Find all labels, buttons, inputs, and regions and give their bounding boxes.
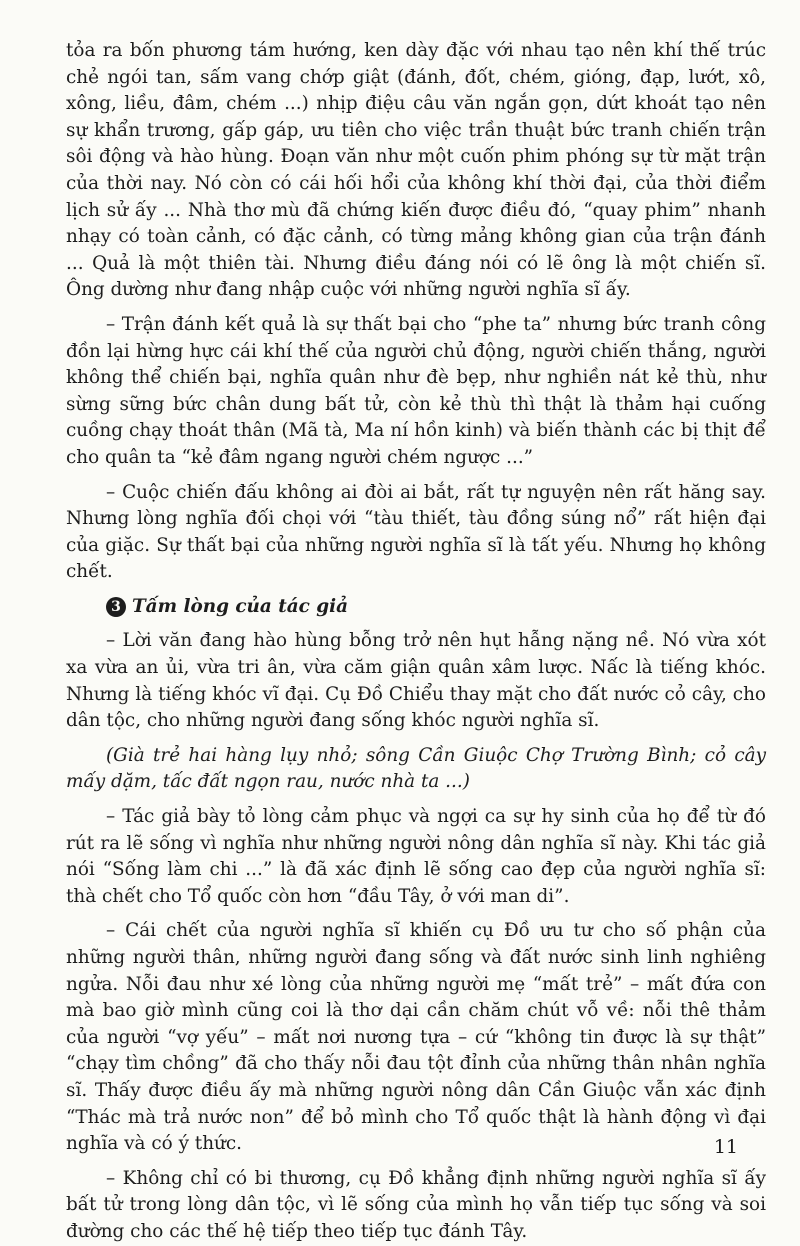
paragraph-mourning: – Lời văn đang hào hùng bỗng trở nên hụt hẫng nặng nề. Nó vừa xót xa vừa an ủi, vừa tri ân, vừa căm giận quân xâm lược. Nấc là tiếng khóc. Nhưng là tiếng khóc vĩ đại. Cụ Đồ Chiểu thay mặt cho đất nước cỏ cây, cho dân tộc, cho những người đang sống khóc người nghĩa sĩ.: [66, 630, 766, 732]
section-heading-text: Tấm lòng của tác giả: [132, 595, 349, 617]
page-number: 11: [713, 1136, 738, 1158]
paragraph-continuation: tỏa ra bốn phương tám hướng, ken dày đặc với nhau tạo nên khí thế trúc chẻ ngói tan, sấm vang chớp giật (đánh, đốt, chém, gióng, đạp, lướt, xô, xông, liều, đâm, chém ...) nhịp điệu câu văn ngắn gọn, dứt khoát tạo nên sự khẩn trương, gấp gáp, ưu tiên cho việc trần thuật bức tranh chiến trận sôi động và hào hùng. Đoạn văn như một cuốn phim phóng sự từ mặt trận của thời nay. Nó còn có cái hối hổi của không khí thời đại, của thời điểm lịch sử ấy ... Nhà thơ mù đã chứng kiến được điều đó, “quay phim” nhanh nhạy có toàn cảnh, có đặc cảnh, có từng mảng không gian của trận đánh ... Quả là một thiên tài. Nhưng điều đáng nói có lẽ ông là một chiến sĩ. Ông dường như đang nhập cuộc với những người nghĩa sĩ ấy.: [66, 40, 766, 301]
quoted-verse: (Già trẻ hai hàng lụy nhỏ; sông Cần Giuộc Chợ Trường Bình; cỏ cây mấy dặm, tấc đất ngọn rau, nước nhà ta ...): [66, 744, 766, 793]
paragraph-admiration: – Tác giả bày tỏ lòng cảm phục và ngợi ca sự hy sinh của họ để từ đó rút ra lẽ sống vì nghĩa như những người nông dân nghĩa sĩ này. Khi tác giả nói “Sống làm chi ...” là đã xác định lẽ sống cao đẹp của người nghĩa sĩ: thà chết cho Tổ quốc còn hơn “đầu Tây, ở với man di”.: [66, 806, 766, 907]
paragraph-volunteer-fight: – Cuộc chiến đấu không ai đòi ai bắt, rất tự nguyện nên rất hăng say. Nhưng lòng nghĩa đối chọi với “tàu thiết, tàu đồng súng nổ” rất hiện đại của giặc. Sự thất bại của những người nghĩa sĩ là tất yếu. Nhưng họ không chết.: [66, 481, 766, 583]
page-body: [66, 38, 766, 1246]
paragraph-grief: – Cái chết của người nghĩa sĩ khiến cụ Đồ ưu tư cho số phận của những người thân, những người đang sống và đất nước sinh linh nghiêng ngửa. Nỗi đau như xé lòng của những người mẹ “mất trẻ” – mất đứa con mà bao giờ mình cũng coi là thơ dại cần chăm chút vỗ về: nỗi thê thảm của người “vợ yếu” – mất nơi nương tựa – cứ “không tin được là sự thật” “chạy tìm chồng” đã cho thấy nỗi đau tột đỉnh của những thân nhân nghĩa sĩ. Thấy được điều ấy mà những người nông dân Cần Giuộc vẫn xác định “Thác mà trả nước non” để bỏ mình cho Tổ quốc thật là hành động vì đại nghĩa và có ý thức.: [66, 920, 766, 1155]
paragraph-battle-result: – Trận đánh kết quả là sự thất bại cho “phe ta” nhưng bức tranh công đồn lại hừng hực cái khí thế của người chủ động, người chiến thắng, người không thể chiến bại, nghĩa quân như đè bẹp, như nghiền nát kẻ thù, như sừng sững bức chân dung bất tử, còn kẻ thù thì thật là thảm hại cuống cuồng chạy thoát thân (Mã tà, Ma ní hồn kinh) và biến thành các bị thịt để cho quân ta “kẻ đâm ngang người chém ngược ...”: [66, 313, 766, 468]
section-number-badge: 3: [106, 597, 126, 617]
section-heading: [66, 594, 766, 621]
paragraph-immortal: – Không chỉ có bi thương, cụ Đồ khẳng định những người nghĩa sĩ ấy bất tử trong lòng dân tộc, vì lẽ sống của mình họ vẫn tiếp tục sống và soi đường cho các thế hệ tiếp theo tiếp tục đánh Tây.: [66, 1167, 766, 1242]
